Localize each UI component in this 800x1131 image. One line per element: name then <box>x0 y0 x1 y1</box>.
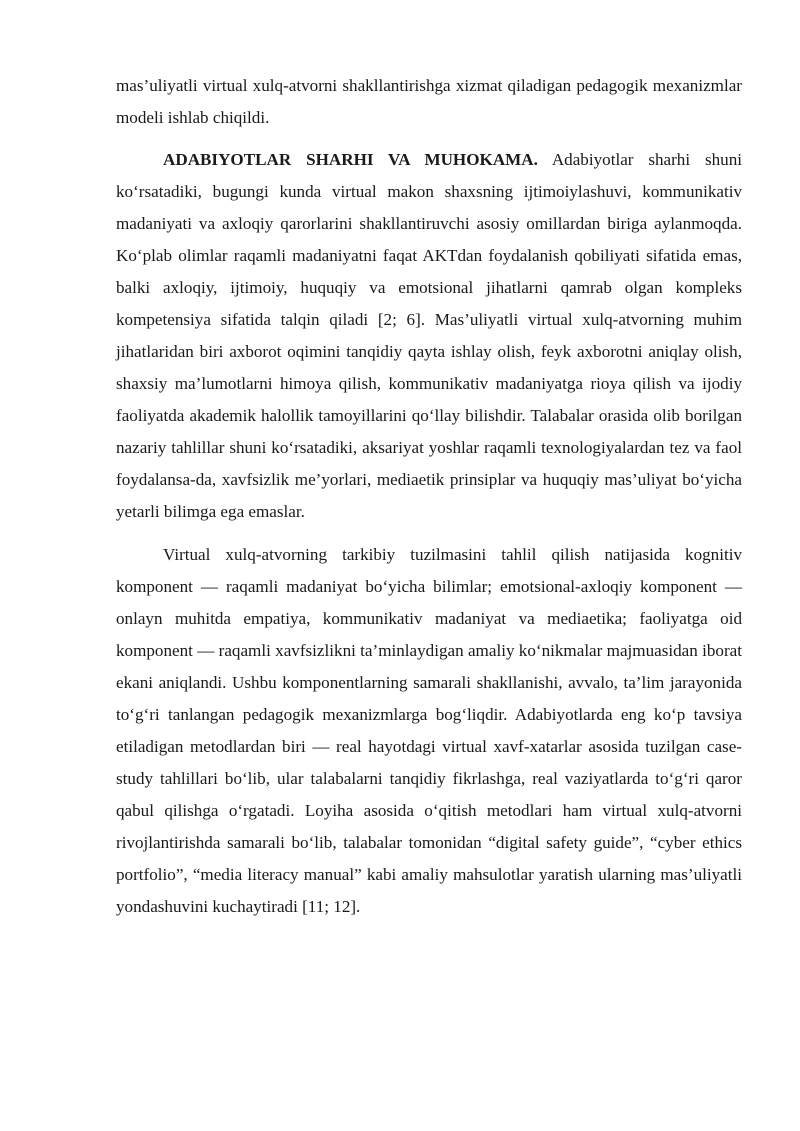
paragraph-intro: mas’uliyatli virtual xulq-atvorni shakllantirishga xizmat qiladigan pedagogik mexanizmlar modeli ishlab chiqildi. <box>116 76 742 127</box>
paragraph-structure-analysis: Virtual xulq-atvorning tarkibiy tuzilmasini tahlil qilish natijasida kognitiv komponent — raqamli madaniyat bo‘yicha bilimlar; emotsional-axloqiy komponent — onlayn muhitda empatiya, kommunikativ madaniyat va mediaetika; faoliyatga oid komponent — raqamli xavfsizlikni ta’minlaydigan amaliy ko‘nikmalar majmuasidan iborat ekani aniqlandi. Ushbu komponentlarning samarali shakllanishi, avvalo, ta’lim jarayonida to‘g‘ri tanlangan pedagogik mexanizmlarga bog‘liqdir. Adabiyotlarda eng ko‘p tavsiya etiladigan metodlardan biri — real hayotdagi virtual xavf-xatarlar asosida tuzilgan case-study tahlillari bo‘lib, ular talabalarni tanqidiy fikrlashga, real vaziyatlarda to‘g‘ri qaror qabul qilishga o‘rgatadi. Loyiha asosida o‘qitish metodlari ham virtual xulq-atvorni rivojlantirishda samarali bo‘lib, talabalar tomonidan “digital safety guide”, “cyber ethics portfolio”, “media literacy manual” kabi amaliy mahsulotlar yaratish ularning mas’uliyatli yondashuvini kuchaytiradi [11; 12]. <box>116 545 742 916</box>
document-page <box>116 70 742 923</box>
paragraph-literature-review-text: Adabiyotlar sharhi shuni ko‘rsatadiki, bugungi kunda virtual makon shaxsning ijtimoiylashuvi, kommunikativ madaniyati va axloqiy qarorlarini shakllantiruvchi asosiy omillardan biriga aylanmoqda. Ko‘plab olimlar raqamli madaniyatni faqat AKTdan foydalanish qobiliyati sifatida emas, balki axloqiy, ijtimoiy, huquqiy va emotsional jihatlarni qamrab olgan kompleks kompetensiya sifatida talqin qiladi [2; 6]. Mas’uliyatli virtual xulq-atvorning muhim jihatlaridan biri axborot oqimini tanqidiy qayta ishlay olish, feyk axborotni aniqlay olish, shaxsiy ma’lumotlarni himoya qilish, kommunikativ madaniyatga rioya qilish va ijodiy faoliyatda akademik halollik tamoyillarini qo‘llay bilishdir. Talabalar orasida olib borilgan nazariy tahlillar shuni ko‘rsatadiki, aksariyat yoshlar raqamli texnologiyalardan tez va faol foydalansa-da, xavfsizlik me’yorlari, mediaetik prinsiplar va huquqiy mas’uliyat bo‘yicha yetarli bilimga ega emaslar. <box>116 150 742 521</box>
section-heading: ADABIYOTLAR SHARHI VA MUHOKAMA. <box>163 150 538 169</box>
paragraph-literature-review <box>116 144 742 528</box>
